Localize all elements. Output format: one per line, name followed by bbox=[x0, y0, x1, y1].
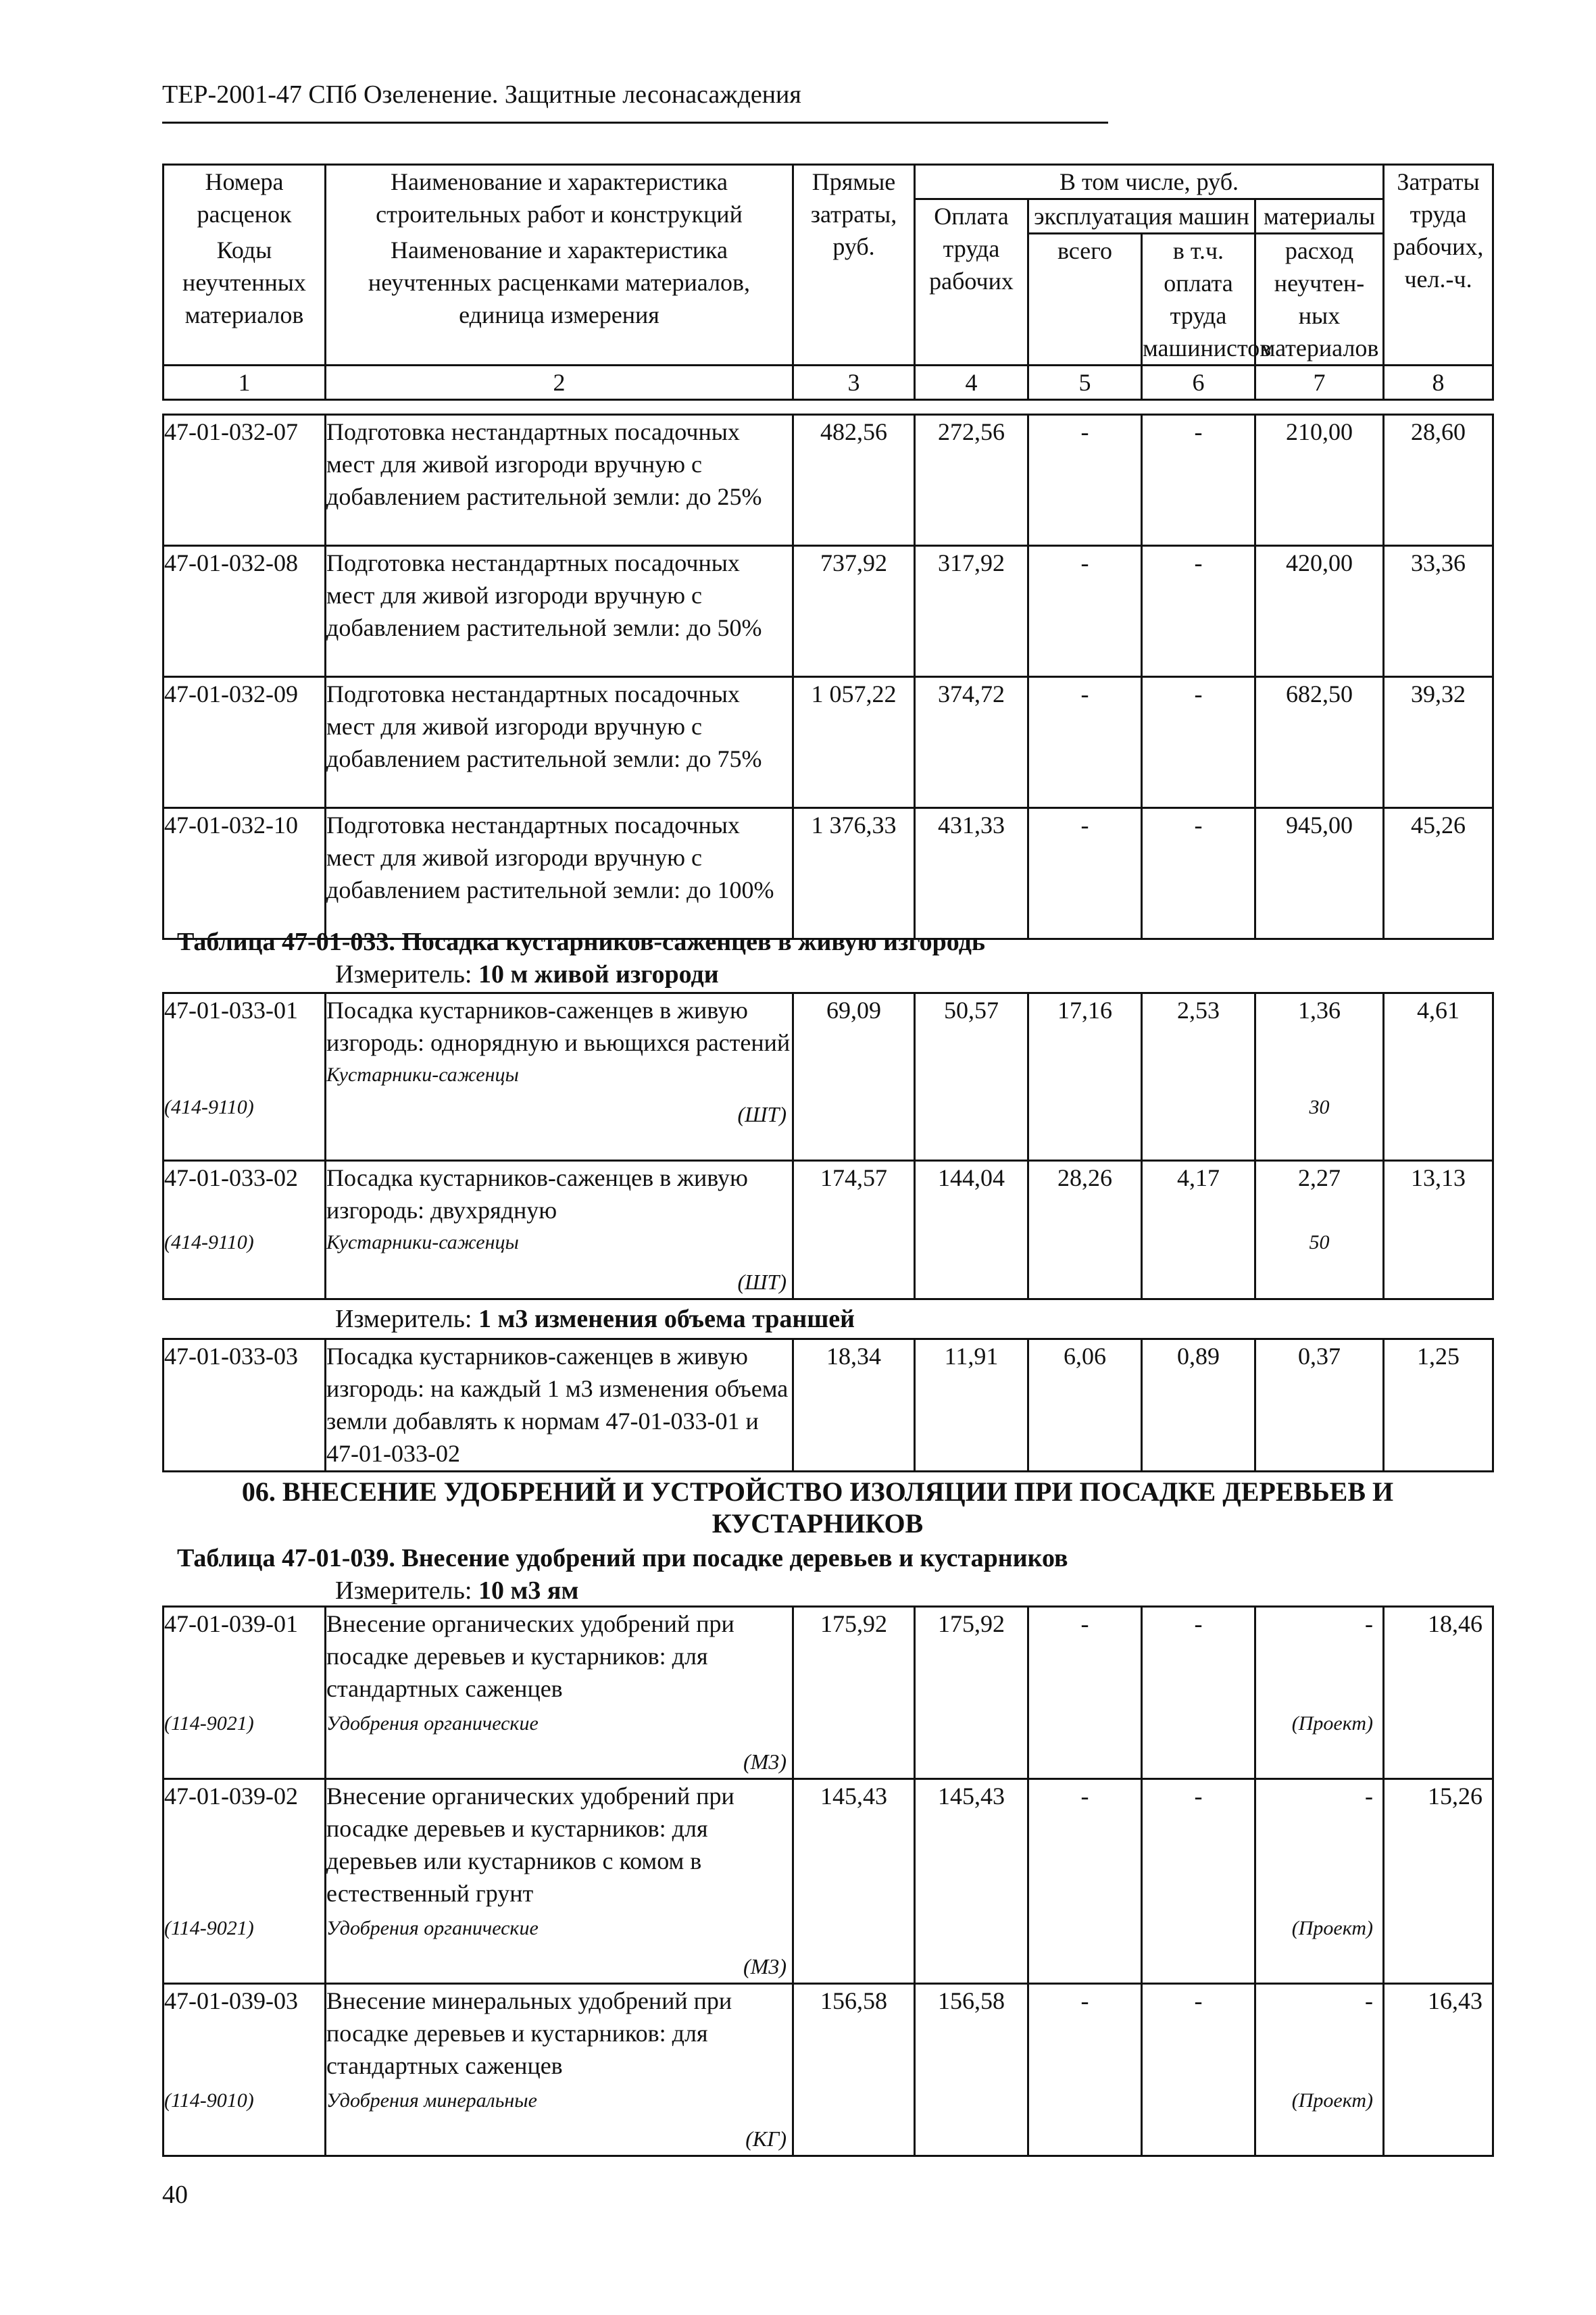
rate-code bbox=[164, 1607, 326, 1779]
rate-name: Посадка кустарников-саженцев в живую изгородь: на каждый 1 м3 изменения объема земли добавлять к нормам 47-01-033-01 и 47-01-033-02 bbox=[326, 1339, 793, 1472]
machine-cost: - bbox=[1028, 808, 1142, 939]
machine-cost: - bbox=[1028, 546, 1142, 677]
direct-cost: 156,58 bbox=[793, 1984, 915, 2156]
section-title-line: 06. ВНЕСЕНИЕ УДОБРЕНИЙ И УСТРОЙСТВО ИЗОЛЯЦИИ ПРИ ПОСАДКЕ ДЕРЕВЬЕВ И bbox=[241, 1476, 1394, 1507]
meter-value: 10 м живой изгороди bbox=[478, 960, 719, 989]
machine-labor-cost: 0,89 bbox=[1142, 1339, 1255, 1472]
labor-hours: 28,60 bbox=[1384, 415, 1493, 546]
machine-labor-cost: 2,53 bbox=[1142, 993, 1255, 1161]
table-row bbox=[164, 677, 1493, 808]
direct-cost: 69,09 bbox=[793, 993, 915, 1161]
material-unit: (КГ) bbox=[745, 2126, 787, 2151]
rate-name-value: Посадка кустарников-саженцев в живую изгородь: однорядную и вьющихся растений bbox=[326, 997, 791, 1056]
header-num: 2 bbox=[326, 366, 793, 400]
header-col7: расход неучтен-ных материалов bbox=[1255, 234, 1384, 366]
header-num: 4 bbox=[915, 366, 1028, 400]
header-num: 3 bbox=[793, 366, 915, 400]
material-name: Кустарники-саженцы bbox=[326, 1064, 519, 1086]
machine-cost: - bbox=[1028, 1607, 1142, 1779]
rate-code bbox=[164, 993, 326, 1161]
table-row bbox=[164, 808, 1493, 939]
material-quantity: (Проект) bbox=[1291, 2089, 1373, 2112]
machine-labor-cost: - bbox=[1142, 546, 1255, 677]
rate-code: 47-01-032-07 bbox=[164, 415, 326, 546]
rate-code: 47-01-032-10 bbox=[164, 808, 326, 939]
table-row bbox=[164, 415, 1493, 546]
labor-hours: 45,26 bbox=[1384, 808, 1493, 939]
direct-cost: 482,56 bbox=[793, 415, 915, 546]
meter-value: 10 м3 ям bbox=[478, 1576, 579, 1605]
labor-hours: 18,46 bbox=[1384, 1607, 1493, 1779]
labor-cost: 145,43 bbox=[915, 1779, 1028, 1984]
rate-code bbox=[164, 1161, 326, 1299]
materials-cost bbox=[1255, 1161, 1384, 1299]
rates-table-032 bbox=[162, 414, 1494, 940]
rate-code: 47-01-032-08 bbox=[164, 546, 326, 677]
material-quantity: 50 bbox=[1309, 1231, 1330, 1253]
rate-code-value: 47-01-039-03 bbox=[164, 1987, 298, 2014]
material-name: Удобрения органические bbox=[326, 1712, 539, 1735]
header-num: 5 bbox=[1028, 366, 1142, 400]
material-name: Удобрения органические bbox=[326, 1917, 539, 1939]
header-col8: Затраты труда рабочих, чел.-ч. bbox=[1384, 165, 1493, 366]
material-unit: (М3) bbox=[743, 1954, 787, 1978]
labor-cost: 431,33 bbox=[915, 808, 1028, 939]
labor-cost: 50,57 bbox=[915, 993, 1028, 1161]
labor-hours: 33,36 bbox=[1384, 546, 1493, 677]
header-num: 8 bbox=[1384, 366, 1493, 400]
header-materials: материалы bbox=[1255, 199, 1384, 234]
material-unit: (М3) bbox=[743, 1749, 787, 1774]
material-code: (114-9021) bbox=[164, 1917, 254, 1939]
machine-cost: - bbox=[1028, 1779, 1142, 1984]
header-num: 6 bbox=[1142, 366, 1255, 400]
material-unit: (ШТ) bbox=[737, 1270, 787, 1294]
direct-cost: 174,57 bbox=[793, 1161, 915, 1299]
labor-cost: 374,72 bbox=[915, 677, 1028, 808]
rate-name-value: Внесение минеральных удобрений при посадке деревьев и кустарников: для стандартных саженцев bbox=[326, 1987, 732, 2079]
table-033-caption: Таблица 47-01-033. Посадка кустарников-саженцев в живую изгородь bbox=[177, 928, 986, 956]
table-row bbox=[164, 1161, 1493, 1299]
materials-cost: 210,00 bbox=[1255, 415, 1384, 546]
rate-code-value: 47-01-033-02 bbox=[164, 1164, 298, 1191]
materials-cost: 0,37 bbox=[1255, 1339, 1384, 1472]
labor-cost: 317,92 bbox=[915, 546, 1028, 677]
rate-name-value: Внесение органических удобрений при посадке деревьев и кустарников: для деревьев или кустарников с комом в естественный грунт bbox=[326, 1783, 734, 1907]
direct-cost: 145,43 bbox=[793, 1779, 915, 1984]
rate-name: Подготовка нестандартных посадочных мест для живой изгороди вручную с добавлением растительной земли: до 100% bbox=[326, 808, 793, 939]
machine-labor-cost: - bbox=[1142, 808, 1255, 939]
rate-name: Подготовка нестандартных посадочных мест для живой изгороди вручную с добавлением растительной земли: до 50% bbox=[326, 546, 793, 677]
rates-table-039 bbox=[162, 1605, 1494, 2157]
machine-cost: - bbox=[1028, 415, 1142, 546]
header-col1-bottom: Коды неучтенных материалов bbox=[164, 234, 326, 366]
rate-name-value: Посадка кустарников-саженцев в живую изгородь: двухрядную bbox=[326, 1164, 748, 1224]
machine-labor-cost: - bbox=[1142, 677, 1255, 808]
meter-label: Измеритель: bbox=[335, 1305, 472, 1333]
rate-code bbox=[164, 1984, 326, 2156]
rate-name bbox=[326, 1161, 793, 1299]
header-col1-top: Номера расценок bbox=[164, 165, 326, 234]
meter-value: 1 м3 изменения объема траншей bbox=[478, 1305, 855, 1333]
materials-cost bbox=[1255, 993, 1384, 1161]
rate-name-value: Внесение органических удобрений при посадке деревьев и кустарников: для стандартных саженцев bbox=[326, 1610, 734, 1702]
rate-code bbox=[164, 1779, 326, 1984]
materials-cost: 420,00 bbox=[1255, 546, 1384, 677]
rates-table-033 bbox=[162, 992, 1494, 1300]
rate-name bbox=[326, 993, 793, 1161]
materials-cost: 945,00 bbox=[1255, 808, 1384, 939]
material-name: Удобрения минеральные bbox=[326, 2089, 537, 2112]
direct-cost: 1 057,22 bbox=[793, 677, 915, 808]
rate-name: Подготовка нестандартных посадочных мест для живой изгороди вручную с добавлением растительной земли: до 75% bbox=[326, 677, 793, 808]
material-quantity: 30 bbox=[1309, 1096, 1330, 1118]
rate-name bbox=[326, 1984, 793, 2156]
header-group: В том числе, руб. bbox=[915, 165, 1384, 199]
materials-cost-value: 2,27 bbox=[1298, 1164, 1341, 1191]
rates-table-033-volume bbox=[162, 1338, 1494, 1472]
labor-hours: 13,13 bbox=[1384, 1161, 1493, 1299]
header-col2-top: Наименование и характеристика строительных работ и конструкций bbox=[326, 165, 793, 234]
rate-code: 47-01-032-09 bbox=[164, 677, 326, 808]
meter-label: Измеритель: bbox=[335, 1576, 472, 1605]
materials-cost-value: - bbox=[1365, 1783, 1373, 1810]
materials-cost bbox=[1255, 1779, 1384, 1984]
machine-cost: - bbox=[1028, 1984, 1142, 2156]
table-033-meter bbox=[335, 960, 719, 989]
meter-label: Измеритель: bbox=[335, 960, 472, 989]
table-039-caption: Таблица 47-01-039. Внесение удобрений при посадке деревьев и кустарников bbox=[177, 1544, 1068, 1572]
header-col4: Оплата труда рабочих bbox=[915, 199, 1028, 366]
column-header-table bbox=[162, 164, 1494, 401]
header-machines: эксплуатация машин bbox=[1028, 199, 1255, 234]
table-row bbox=[164, 1779, 1493, 1984]
labor-hours: 16,43 bbox=[1384, 1984, 1493, 2156]
table-row bbox=[164, 1339, 1493, 1472]
section-06-title bbox=[189, 1476, 1446, 1539]
labor-hours: 15,26 bbox=[1384, 1779, 1493, 1984]
labor-hours: 39,32 bbox=[1384, 677, 1493, 808]
material-code: (414-9110) bbox=[164, 1096, 254, 1118]
machine-cost: - bbox=[1028, 677, 1142, 808]
table-row bbox=[164, 993, 1493, 1161]
running-head: ТЕР-2001-47 СПб Озеленение. Защитные лесонасаждения bbox=[162, 80, 801, 109]
materials-cost bbox=[1255, 1607, 1384, 1779]
material-quantity: (Проект) bbox=[1291, 1917, 1373, 1939]
labor-cost: 156,58 bbox=[915, 1984, 1028, 2156]
header-col6: в т.ч. оплата труда машинистов bbox=[1142, 234, 1255, 366]
machine-cost: 17,16 bbox=[1028, 993, 1142, 1161]
direct-cost: 737,92 bbox=[793, 546, 915, 677]
rate-code-value: 47-01-039-02 bbox=[164, 1783, 298, 1810]
materials-cost-value: 1,36 bbox=[1298, 997, 1341, 1024]
page-number: 40 bbox=[162, 2181, 188, 2209]
header-col5: всего bbox=[1028, 234, 1142, 366]
material-code: (114-9021) bbox=[164, 1712, 254, 1735]
header-rule bbox=[162, 122, 1108, 124]
section-title-line: КУСТАРНИКОВ bbox=[712, 1508, 924, 1539]
labor-cost: 175,92 bbox=[915, 1607, 1028, 1779]
labor-hours: 4,61 bbox=[1384, 993, 1493, 1161]
table-039-meter bbox=[335, 1576, 578, 1605]
table-row bbox=[164, 1984, 1493, 2156]
labor-cost: 11,91 bbox=[915, 1339, 1028, 1472]
rate-code: 47-01-033-03 bbox=[164, 1339, 326, 1472]
materials-cost: 682,50 bbox=[1255, 677, 1384, 808]
direct-cost: 1 376,33 bbox=[793, 808, 915, 939]
rate-name bbox=[326, 1779, 793, 1984]
header-col3: Прямые затраты, руб. bbox=[793, 165, 915, 366]
rate-name: Подготовка нестандартных посадочных мест для живой изгороди вручную с добавлением растительной земли: до 25% bbox=[326, 415, 793, 546]
machine-labor-cost: - bbox=[1142, 415, 1255, 546]
labor-cost: 144,04 bbox=[915, 1161, 1028, 1299]
material-quantity: (Проект) bbox=[1291, 1712, 1373, 1735]
material-name: Кустарники-саженцы bbox=[326, 1231, 519, 1253]
rate-code-value: 47-01-033-01 bbox=[164, 997, 298, 1024]
machine-cost: 6,06 bbox=[1028, 1339, 1142, 1472]
header-num: 1 bbox=[164, 366, 326, 400]
direct-cost: 18,34 bbox=[793, 1339, 915, 1472]
labor-cost: 272,56 bbox=[915, 415, 1028, 546]
table-033-meter-2 bbox=[335, 1304, 855, 1334]
machine-labor-cost: - bbox=[1142, 1607, 1255, 1779]
header-col2-bottom: Наименование и характеристика неучтенных расценками материалов, единица измерения bbox=[326, 234, 793, 366]
materials-cost bbox=[1255, 1984, 1384, 2156]
header-num: 7 bbox=[1255, 366, 1384, 400]
machine-labor-cost: 4,17 bbox=[1142, 1161, 1255, 1299]
materials-cost-value: - bbox=[1365, 1610, 1373, 1637]
table-row bbox=[164, 1607, 1493, 1779]
materials-cost-value: - bbox=[1365, 1987, 1373, 2014]
direct-cost: 175,92 bbox=[793, 1607, 915, 1779]
labor-hours: 1,25 bbox=[1384, 1339, 1493, 1472]
rate-code-value: 47-01-039-01 bbox=[164, 1610, 298, 1637]
material-unit: (ШТ) bbox=[737, 1102, 787, 1126]
table-row bbox=[164, 546, 1493, 677]
machine-labor-cost: - bbox=[1142, 1984, 1255, 2156]
rate-name bbox=[326, 1607, 793, 1779]
machine-labor-cost: - bbox=[1142, 1779, 1255, 1984]
machine-cost: 28,26 bbox=[1028, 1161, 1142, 1299]
material-code: (414-9110) bbox=[164, 1231, 254, 1253]
material-code: (114-9010) bbox=[164, 2089, 254, 2112]
